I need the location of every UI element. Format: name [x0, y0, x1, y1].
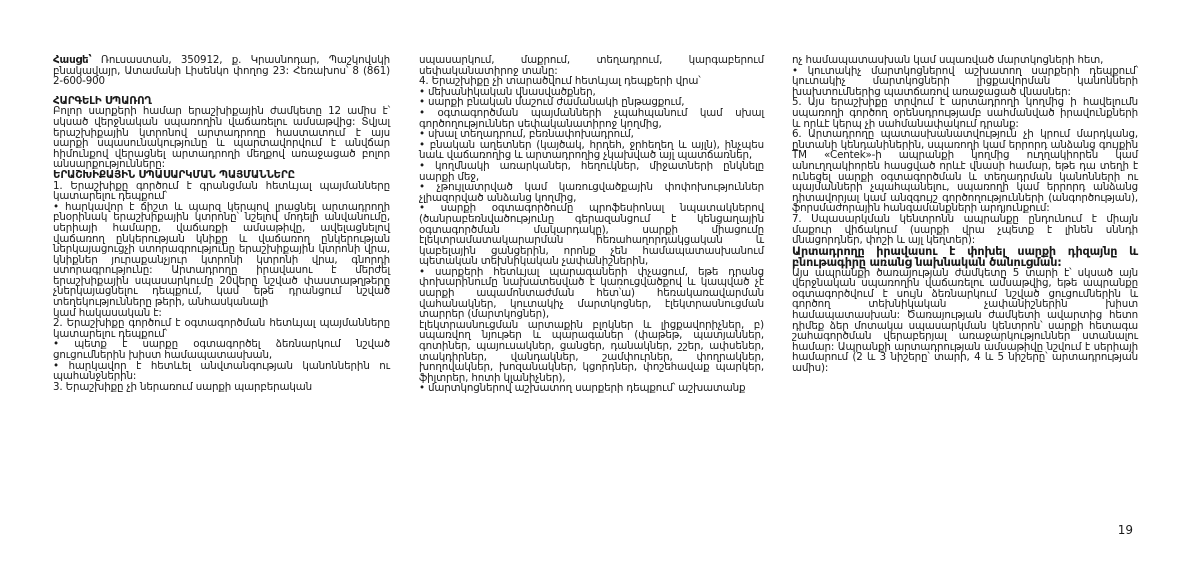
warranty-text: Բոլոր սարքերի համար երաշխիքային ժամկետը 12 ամիս է՝ սկսած վերջնական սպառողին վաճառելու ամսաթվից: Տվյալ երաշխիքային կտրոնով արտադրողը հաստատում է այս սարքի սպասունակությունը և պարտավորվում է անվճար հիմունքով վերացնել արտադրողի մեղքով առաջացած բոլոր անսարքությունները: [53, 105, 390, 171]
condition-1a: • հարկավոր է ճիշտ և պարզ կերպով լրացնել արտադրողի բնօրինակ երաշխիքային կտրոնը՝ նշելով մոդելի անվանումը, սերիայի համարը, վաճառքի ամսաթիվը, ավելացնելով վաճառող ընկերության կնիքը և վաճառող ընկերության ներկայացուցչի ստորագրությունը երաշխիքային կտրոնի վրա, կնիքներ յուրաքանչյուր կտրոնի կտրոնի վրա, գնորդի ստորագրությունը: Արտադրողը իրավասու է մերժել երաշխիքային սպասարկումը 20վերը նշված փաստաթղթերը չներկայացնելու դեպքում, կամ եթե դրանցում նշված տեղեկությունները թերի, անհասկանալի [53, 200, 390, 309]
column-2 [419, 55, 764, 394]
heading-warranty: ՀԱՐԳԵԼԻ ՍՊԱՌՈՂ [53, 94, 152, 107]
exclusion-item: • կողմնակի առարկաներ, հեղուկներ, միջատների ընկնելը սարքի մեջ, [419, 159, 764, 183]
column-3 [792, 55, 1138, 374]
column-1 [53, 55, 390, 392]
condition-1: 1. Երաշխիքը գործում է գրանցման հետևյալ պայմանները կատարելու դեպքում՝ [53, 179, 390, 203]
exclusion-cont: ոչ համապատասխան կամ սպառված մարտկոցների հետ, [792, 54, 1104, 66]
condition-2b: • հարկավոր է հետևել անվտանգության կանոններին ու պահանջներին: [53, 359, 390, 383]
exclusion-item: • մարտկոցներով աշխատող սարքերի դեպքում՝ աշխատանք [419, 382, 746, 395]
exclusion-item: • սխալ տեղադրում, բեռնափոխադրում, [419, 128, 634, 141]
exclusion-item: • կուտակիչ մարտկոցներով աշխատող սարքերի դեպքում՝ կուտակիչ մարտկոցների լիցքավորման կանոնների խախտումներից պատճառով առաջացած վնասներ: [792, 64, 1138, 98]
heading-conditions: ԵՐԱՇԽԻՔԱՅԻՆ ՍՊԱՍԱՐԿՄԱՆ ՊԱՅՄԱՆՆԵՐԸ [53, 168, 295, 181]
condition-2: 2. Երաշխիքը գործում է օգտագործման հետևյալ պայմանները կատարելու դեպքում՝ [53, 317, 390, 340]
exclusion-item: • չթույլատրված կամ կառուցվածքային փոփոխություններ չլիազորված անձանց կողմից, [419, 181, 764, 204]
condition-4: 4. Երաշխիքը չի տարածվում հետևյալ դեպքերի վրա՝ [419, 75, 701, 88]
exclusion-item: • օգտագործման պայմանների չպահպանում կամ սխալ գործողություններ սեփականատիրոջ կողմից, [419, 106, 764, 130]
condition-3-cont: սպասարկում, մաքրում, տեղադրում, կարգաբերում սեփականատիրոջ տանը: [419, 54, 764, 77]
condition-7: 7. Սպասարկման կենտրոնն ապրանքը ընդունում է միայն մաքուր վիճակում (սարքի վրա չպետք է լինեն սննդի մնացորդներ, փոշի և այլ կեղտեր): [792, 212, 1138, 247]
address-text: Ռուսաստան, 350912, ք. Կրասնոդար, Պաշկովսկի բնակավայր, Ատամանի Լիսենկո փողոց 23: Հեռախոս՝ 8 (861) 2-600-900 [53, 54, 390, 88]
exclusion-item: • սարքի օգտագործումը պրոֆեսիոնալ նպատակներով (ծանրաբեռնվածությունը գերազանցում է կենցաղային օգտագործման մակարդակը), սարքի միացումը էլեկտրամատակարարման հեռահաղորդակցական և կաբելային ցանցերին, որոնք չեն համապատասխանում պետական տեխնիկական չափանիշներին, [419, 202, 764, 268]
condition-2a: • պետք է սարքը օգտագործել ձեռնարկում նշված ցուցումներին խիստ համապատասխան, [53, 338, 390, 362]
service-life-text: Այս ապրանքի ծառայության ժամկետը 5 տարի է՝ սկսած այն վերջնական սպառողին վաճառելու ամսաթվից, եթե ապրանքը օգտագործվում է սույն ձեռնարկում նշված ցուցումներին և գործող տեխնիկական չափանիշներին խիստ համապատասխան: Ծառայության ժամկետի ավարտից հետո դիմեք ձեր մոտակա սպասարկման կենտրոն՝ սարքի հետագա շահագործման վերաբերյալ առաջարկություններ ստանալու համար: Ապրանքի արտադրության ամսաթիվը նշվում է սերիայի համարում (2 և 3 նիշերը՝ տարի, 4 և 5 նիշերը՝ արտադրության ամիս): [792, 266, 1138, 375]
exclusion-item: • բնական աղետներ (կայծակ, հրդեհ, ջրհեղեղ և այլն), ինչպես նաև վաճառողից և արտադրողից չկախված այլ պատճառներ, [419, 138, 764, 162]
exclusion-item: • մեխանիկական վնասվածքներ, [419, 85, 596, 98]
condition-1b: կամ հակասական է: [53, 306, 162, 319]
address-paragraph [53, 55, 390, 87]
exclusion-item: • սարքերի հետևյալ պարագաների փչացում, եթե դրանց փոխարինումը նախատեսված է կառուցվածքով և կապված չէ սարքի ապամոնտաժման հետ՝ա) հեռակառավարման վահանակներ, կուտակիչ մարտկոցներ, էլեկտրասնուցման տարրեր (մարտկոցներ), [419, 265, 764, 321]
exclusion-item: • սարքի բնական մաշում ժամանակի ընթացքում, [419, 96, 685, 109]
condition-5: 5. Այս երաշխիքը տրվում է արտադրողի կողմից ի հավելումն սպառողի գործող օրենսդրությամբ սահմանված իրավունքների և որևէ կերպ չի սահմանափակում դրանք: [792, 96, 1138, 130]
condition-6: 6. Արտադրողը պատասխանատվություն չի կրում մարդկանց, ընտանի կենդանիներին, սպառողի կամ երրորդ անձանց գույքին TM «Centek»-ի ապրանքի կողմից ուղղակիորեն կամ անուղղակիորեն հասցված որևէ վնասի համար, եթե դա տեղի է ունեցել սարքի օգտագործման և տեղադրման կանոնների ու պայմանների չպահպանելու, սպառողի կամ երրորդ անձանց դիտավորյալ կամ անզգույշ գործողությունների (անգործության), ֆորսմաժորային հանգամանքների արդյունքում: [792, 128, 1138, 215]
address-label: Հասցե՝ [53, 54, 92, 66]
condition-3: 3. Երաշխիքը չի ներառում սարքի պարբերական [53, 380, 313, 393]
exclusion-item: էլեկտրասնուցման արտաքին բլոկներ և լիցքավորիչներ, բ) սպառվող նյութեր և պարագաներ (փաթեթ, պատյաններ, գոտիներ, պայուսակներ, ցանցեր, դանակներ, շշեր, ափսեներ, տակդիրներ, վանդակներ, շամփուրներ, փողրակներ, խողովակներ, խոզանակներ, կցորդներ, փոշեհավաք պարկեր, ֆիլտրեր, հոտի կլանիչներ), [419, 318, 764, 384]
page-number: 19 [1117, 523, 1133, 537]
heading-design-change: Արտադրողը իրավասու է փոխել սարքի դիզայնը և բնութագիրը առանց նախնական ծանուցման: [792, 244, 1138, 269]
